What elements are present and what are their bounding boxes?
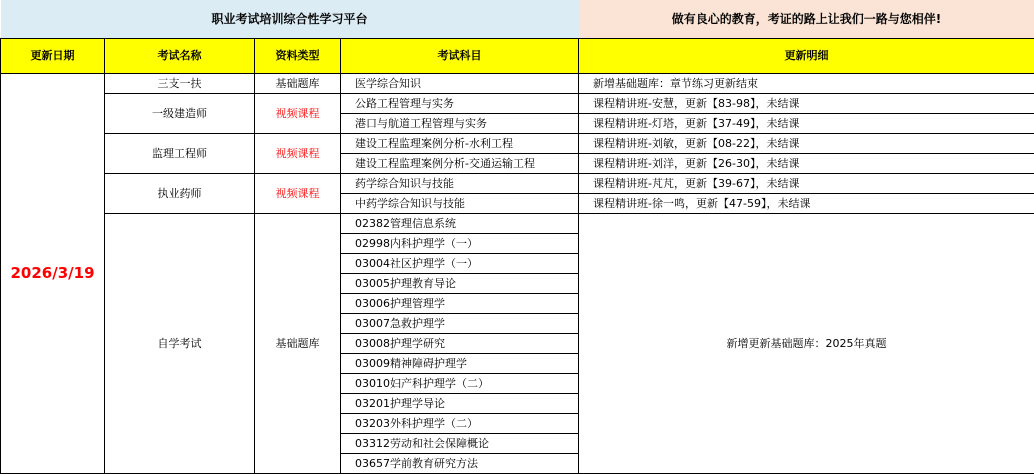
update-detail: 课程精讲班-刘敏，更新【08-22】，未结课 [579, 134, 1034, 154]
table-row [1, 74, 1034, 94]
header-material-type: 资料类型 [255, 39, 341, 74]
exam-subject: 建设工程监理案例分析-水利工程 [341, 134, 579, 154]
header-row [1, 39, 1034, 74]
exam-subject: 03009精神障碍护理学 [341, 354, 579, 374]
exam-subject: 03006护理管理学 [341, 294, 579, 314]
exam-subject: 公路工程管理与实务 [341, 94, 579, 114]
exam-name: 三支一扶 [105, 74, 255, 94]
exam-name: 自学考试 [105, 214, 255, 474]
update-detail: 新增更新基础题库：2025年真题 [579, 214, 1034, 474]
exam-name: 监理工程师 [105, 134, 255, 174]
table-row [1, 214, 1034, 234]
table-row [1, 94, 1034, 114]
exam-subject: 医学综合知识 [341, 74, 579, 94]
exam-name: 执业药师 [105, 174, 255, 214]
material-type: 基础题库 [255, 214, 341, 474]
exam-subject: 建设工程监理案例分析-交通运输工程 [341, 154, 579, 174]
exam-subject: 03005护理教育导论 [341, 274, 579, 294]
exam-subject: 02998内科护理学（一） [341, 234, 579, 254]
header-exam-subject: 考试科目 [341, 39, 579, 74]
exam-subject: 03201护理学导论 [341, 394, 579, 414]
exam-name: 一级建造师 [105, 94, 255, 134]
exam-subject: 03007急救护理学 [341, 314, 579, 334]
material-type-video: 视频课程 [255, 174, 341, 214]
header-exam-name: 考试名称 [105, 39, 255, 74]
material-type-video: 视频课程 [255, 134, 341, 174]
update-detail: 课程精讲班-徐一鸣，更新【47-59】，未结课 [579, 194, 1034, 214]
exam-subject: 03203外科护理学（二） [341, 414, 579, 434]
exam-subject: 03008护理学研究 [341, 334, 579, 354]
exam-subject: 中药学综合知识与技能 [341, 194, 579, 214]
exam-subject: 03657学前教育研究方法 [341, 454, 579, 474]
update-detail: 课程精讲班-刘洋，更新【26-30】，未结课 [579, 154, 1034, 174]
exam-subject: 03004社区护理学（一） [341, 254, 579, 274]
table-row [1, 134, 1034, 154]
header-update-detail: 更新明细 [579, 39, 1034, 74]
material-type: 基础题库 [255, 74, 341, 94]
exam-subject: 药学综合知识与技能 [341, 174, 579, 194]
exam-subject: 02382管理信息系统 [341, 214, 579, 234]
update-detail: 课程精讲班-芃芃，更新【39-67】，未结课 [579, 174, 1034, 194]
exam-subject: 03312劳动和社会保障概论 [341, 434, 579, 454]
header-update-date: 更新日期 [1, 39, 105, 74]
banner-row [1, 0, 1034, 39]
platform-title: 职业考试培训综合性学习平台 [1, 0, 579, 39]
update-detail: 课程精讲班-安慧，更新【83-98】，未结课 [579, 94, 1034, 114]
exam-subject: 03010妇产科护理学（二） [341, 374, 579, 394]
slogan: 做有良心的教育，考证的路上让我们一路与您相伴! [579, 0, 1034, 39]
update-date: 2026/3/19 [1, 74, 105, 474]
table-row [1, 174, 1034, 194]
update-detail: 新增基础题库：章节练习更新结束 [579, 74, 1034, 94]
exam-subject: 港口与航道工程管理与实务 [341, 114, 579, 134]
update-detail: 课程精讲班-灯塔，更新【37-49】，未结课 [579, 114, 1034, 134]
material-type-video: 视频课程 [255, 94, 341, 134]
